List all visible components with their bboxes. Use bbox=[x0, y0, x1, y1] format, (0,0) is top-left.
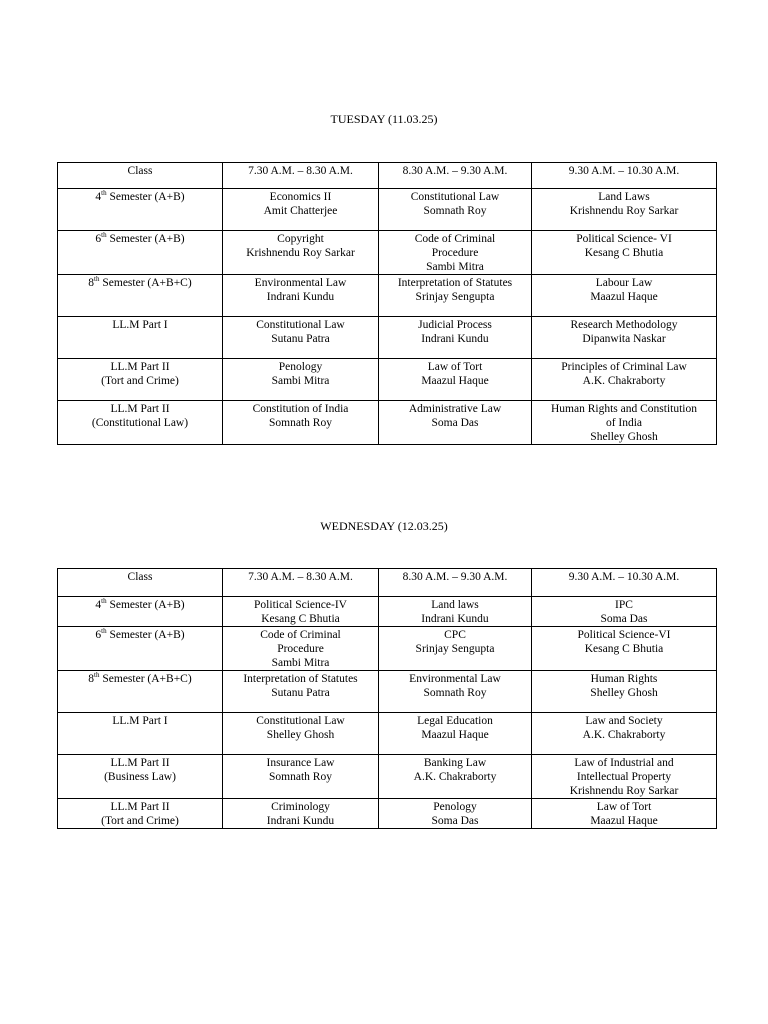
table-row bbox=[58, 231, 717, 275]
subject: Constitutional Law bbox=[256, 319, 345, 331]
class-cell: LL.M Part I bbox=[58, 713, 223, 755]
timetable-tuesday bbox=[57, 162, 717, 445]
table-row bbox=[58, 755, 717, 799]
slot-3-cell bbox=[532, 275, 717, 317]
teacher: Amit Chatterjee bbox=[263, 205, 338, 217]
class-cell: 6th Semester (A+B) bbox=[58, 627, 223, 671]
subject: Constitution of India bbox=[252, 403, 349, 415]
slot-2-cell bbox=[379, 671, 532, 713]
teacher: Indrani Kundu bbox=[266, 291, 335, 303]
teacher: Krishnendu Roy Sarkar bbox=[569, 205, 679, 217]
class-cell: LL.M Part II (Tort and Crime) bbox=[58, 359, 223, 401]
teacher: Srinjay Sengupta bbox=[415, 643, 495, 655]
subject: Law of Tort bbox=[596, 801, 652, 813]
teacher: Maazul Haque bbox=[590, 815, 658, 827]
subject: Labour Law bbox=[595, 277, 653, 289]
slot-2-cell bbox=[379, 401, 532, 445]
slot-2-cell bbox=[379, 275, 532, 317]
table-header-row bbox=[58, 569, 717, 597]
subject: Penology bbox=[433, 801, 477, 813]
class-cell: 4th Semester (A+B) bbox=[58, 189, 223, 231]
table-row bbox=[58, 275, 717, 317]
subject: Legal Education bbox=[417, 715, 493, 727]
slot-3-cell bbox=[532, 755, 717, 799]
subject-cont: Intellectual Property bbox=[576, 771, 672, 783]
teacher: Maazul Haque bbox=[421, 729, 489, 741]
subject: Criminology bbox=[271, 801, 330, 813]
subject: Research Methodology bbox=[570, 319, 678, 331]
teacher: Shelley Ghosh bbox=[590, 687, 658, 699]
subject: IPC bbox=[615, 599, 633, 611]
slot-3-cell bbox=[532, 231, 717, 275]
slot-3-cell bbox=[532, 627, 717, 671]
table-row bbox=[58, 317, 717, 359]
teacher: Shelley Ghosh bbox=[266, 729, 335, 741]
teacher: Sambi Mitra bbox=[271, 375, 330, 387]
subject: CPC bbox=[444, 629, 466, 641]
slot-2-cell bbox=[379, 799, 532, 829]
slot-2-cell bbox=[379, 317, 532, 359]
day-title-wednesday: WEDNESDAY (12.03.25) bbox=[320, 519, 448, 533]
teacher: Sambi Mitra bbox=[426, 261, 484, 273]
slot-1-cell bbox=[223, 401, 379, 445]
slot-1-cell bbox=[223, 799, 379, 829]
subject: Political Science-VI bbox=[577, 629, 671, 641]
slot-2-cell bbox=[379, 189, 532, 231]
slot-3-cell bbox=[532, 189, 717, 231]
slot-2-cell bbox=[379, 597, 532, 627]
teacher: Shelley Ghosh bbox=[590, 431, 658, 443]
subject: Insurance Law bbox=[266, 757, 335, 769]
subject-cont: of India bbox=[605, 417, 643, 429]
table-header-row bbox=[58, 163, 717, 189]
slot-1-cell bbox=[223, 359, 379, 401]
slot-3-cell bbox=[532, 597, 717, 627]
subject: Interpretation of Statutes bbox=[397, 277, 513, 289]
teacher: Soma Das bbox=[600, 613, 648, 625]
class-cell: 8th Semester (A+B+C) bbox=[58, 671, 223, 713]
slot-3-cell bbox=[532, 671, 717, 713]
table-row bbox=[58, 671, 717, 713]
table-row bbox=[58, 597, 717, 627]
header-class: Class bbox=[58, 163, 223, 189]
timetable-wednesday bbox=[57, 568, 717, 829]
slot-1-cell bbox=[223, 189, 379, 231]
subject: Political Science- VI bbox=[576, 233, 672, 245]
subject-cont: Procedure bbox=[277, 643, 324, 655]
table-row bbox=[58, 799, 717, 829]
teacher: Krishnendu Roy Sarkar bbox=[569, 785, 679, 797]
teacher: Krishnendu Roy Sarkar bbox=[246, 247, 355, 259]
teacher: Kesang C Bhutia bbox=[261, 613, 340, 625]
header-slot-1: 7.30 A.M. – 8.30 A.M. bbox=[223, 163, 379, 189]
teacher: Sutanu Patra bbox=[271, 687, 330, 699]
subject: Political Science-IV bbox=[254, 599, 347, 611]
slot-2-cell bbox=[379, 231, 532, 275]
slot-1-cell bbox=[223, 713, 379, 755]
slot-1-cell bbox=[223, 627, 379, 671]
slot-1-cell bbox=[223, 755, 379, 799]
day-title-tuesday: TUESDAY (11.03.25) bbox=[330, 112, 438, 126]
slot-3-cell bbox=[532, 799, 717, 829]
table-row bbox=[58, 359, 717, 401]
teacher: A.K. Chakraborty bbox=[582, 375, 666, 387]
teacher: Somnath Roy bbox=[423, 687, 487, 699]
subject: Interpretation of Statutes bbox=[243, 673, 358, 685]
header-class: Class bbox=[58, 569, 223, 597]
teacher: Srinjay Sengupta bbox=[415, 291, 495, 303]
subject: Code of Criminal bbox=[414, 233, 496, 245]
subject: Human Rights bbox=[590, 673, 658, 685]
subject: Environmental Law bbox=[409, 673, 501, 685]
teacher: A.K. Chakraborty bbox=[582, 729, 666, 741]
teacher: Kesang C Bhutia bbox=[584, 247, 664, 259]
slot-1-cell bbox=[223, 671, 379, 713]
slot-2-cell bbox=[379, 359, 532, 401]
subject: Land Laws bbox=[598, 191, 650, 203]
table-row bbox=[58, 713, 717, 755]
slot-2-cell bbox=[379, 713, 532, 755]
class-cell: LL.M Part I bbox=[58, 317, 223, 359]
class-cell: 6th Semester (A+B) bbox=[58, 231, 223, 275]
slot-3-cell bbox=[532, 359, 717, 401]
subject: Constitutional Law bbox=[410, 191, 500, 203]
subject: Code of Criminal bbox=[260, 629, 341, 641]
header-slot-1: 7.30 A.M. – 8.30 A.M. bbox=[223, 569, 379, 597]
class-cell: LL.M Part II (Tort and Crime) bbox=[58, 799, 223, 829]
table-row bbox=[58, 189, 717, 231]
subject: Penology bbox=[278, 361, 323, 373]
header-slot-2: 8.30 A.M. – 9.30 A.M. bbox=[379, 163, 532, 189]
slot-3-cell bbox=[532, 317, 717, 359]
teacher: Sambi Mitra bbox=[271, 657, 330, 669]
teacher: Somnath Roy bbox=[269, 771, 332, 783]
header-slot-2: 8.30 A.M. – 9.30 A.M. bbox=[379, 569, 532, 597]
subject: Economics II bbox=[269, 191, 332, 203]
table-row bbox=[58, 401, 717, 445]
slot-2-cell bbox=[379, 627, 532, 671]
teacher: Soma Das bbox=[431, 417, 479, 429]
teacher: Indrani Kundu bbox=[266, 815, 335, 827]
subject: Land laws bbox=[431, 599, 479, 611]
teacher: Indrani Kundu bbox=[421, 613, 489, 625]
slot-3-cell bbox=[532, 713, 717, 755]
subject: Environmental Law bbox=[254, 277, 347, 289]
slot-1-cell bbox=[223, 275, 379, 317]
teacher: Maazul Haque bbox=[421, 375, 489, 387]
header-slot-3: 9.30 A.M. – 10.30 A.M. bbox=[532, 569, 717, 597]
teacher: Somnath Roy bbox=[423, 205, 487, 217]
subject: Law of Tort bbox=[427, 361, 483, 373]
teacher: Maazul Haque bbox=[590, 291, 658, 303]
teacher: Somnath Roy bbox=[269, 417, 332, 429]
subject: Copyright bbox=[277, 233, 324, 245]
slot-1-cell bbox=[223, 231, 379, 275]
slot-1-cell bbox=[223, 317, 379, 359]
slot-2-cell bbox=[379, 755, 532, 799]
subject: Banking Law bbox=[423, 757, 487, 769]
slot-1-cell bbox=[223, 597, 379, 627]
teacher: Dipanwita Naskar bbox=[582, 333, 666, 345]
teacher: A.K. Chakraborty bbox=[413, 771, 497, 783]
class-cell: 4th Semester (A+B) bbox=[58, 597, 223, 627]
subject: Judicial Process bbox=[418, 319, 492, 331]
subject: Human Rights and Constitution bbox=[551, 403, 697, 415]
teacher: Indrani Kundu bbox=[421, 333, 489, 345]
subject: Principles of Criminal Law bbox=[561, 361, 687, 373]
subject: Administrative Law bbox=[408, 403, 502, 415]
slot-3-cell bbox=[532, 401, 717, 445]
subject-cont: Procedure bbox=[431, 247, 479, 259]
subject: Law of Industrial and bbox=[574, 757, 674, 769]
subject: Constitutional Law bbox=[256, 715, 345, 727]
header-slot-3: 9.30 A.M. – 10.30 A.M. bbox=[532, 163, 717, 189]
class-cell: LL.M Part II (Constitutional Law) bbox=[58, 401, 223, 445]
table-row bbox=[58, 627, 717, 671]
class-cell: 8th Semester (A+B+C) bbox=[58, 275, 223, 317]
teacher: Kesang C Bhutia bbox=[584, 643, 664, 655]
teacher: Sutanu Patra bbox=[271, 333, 330, 345]
teacher: Soma Das bbox=[431, 815, 479, 827]
subject: Law and Society bbox=[585, 715, 663, 727]
class-cell: LL.M Part II (Business Law) bbox=[58, 755, 223, 799]
